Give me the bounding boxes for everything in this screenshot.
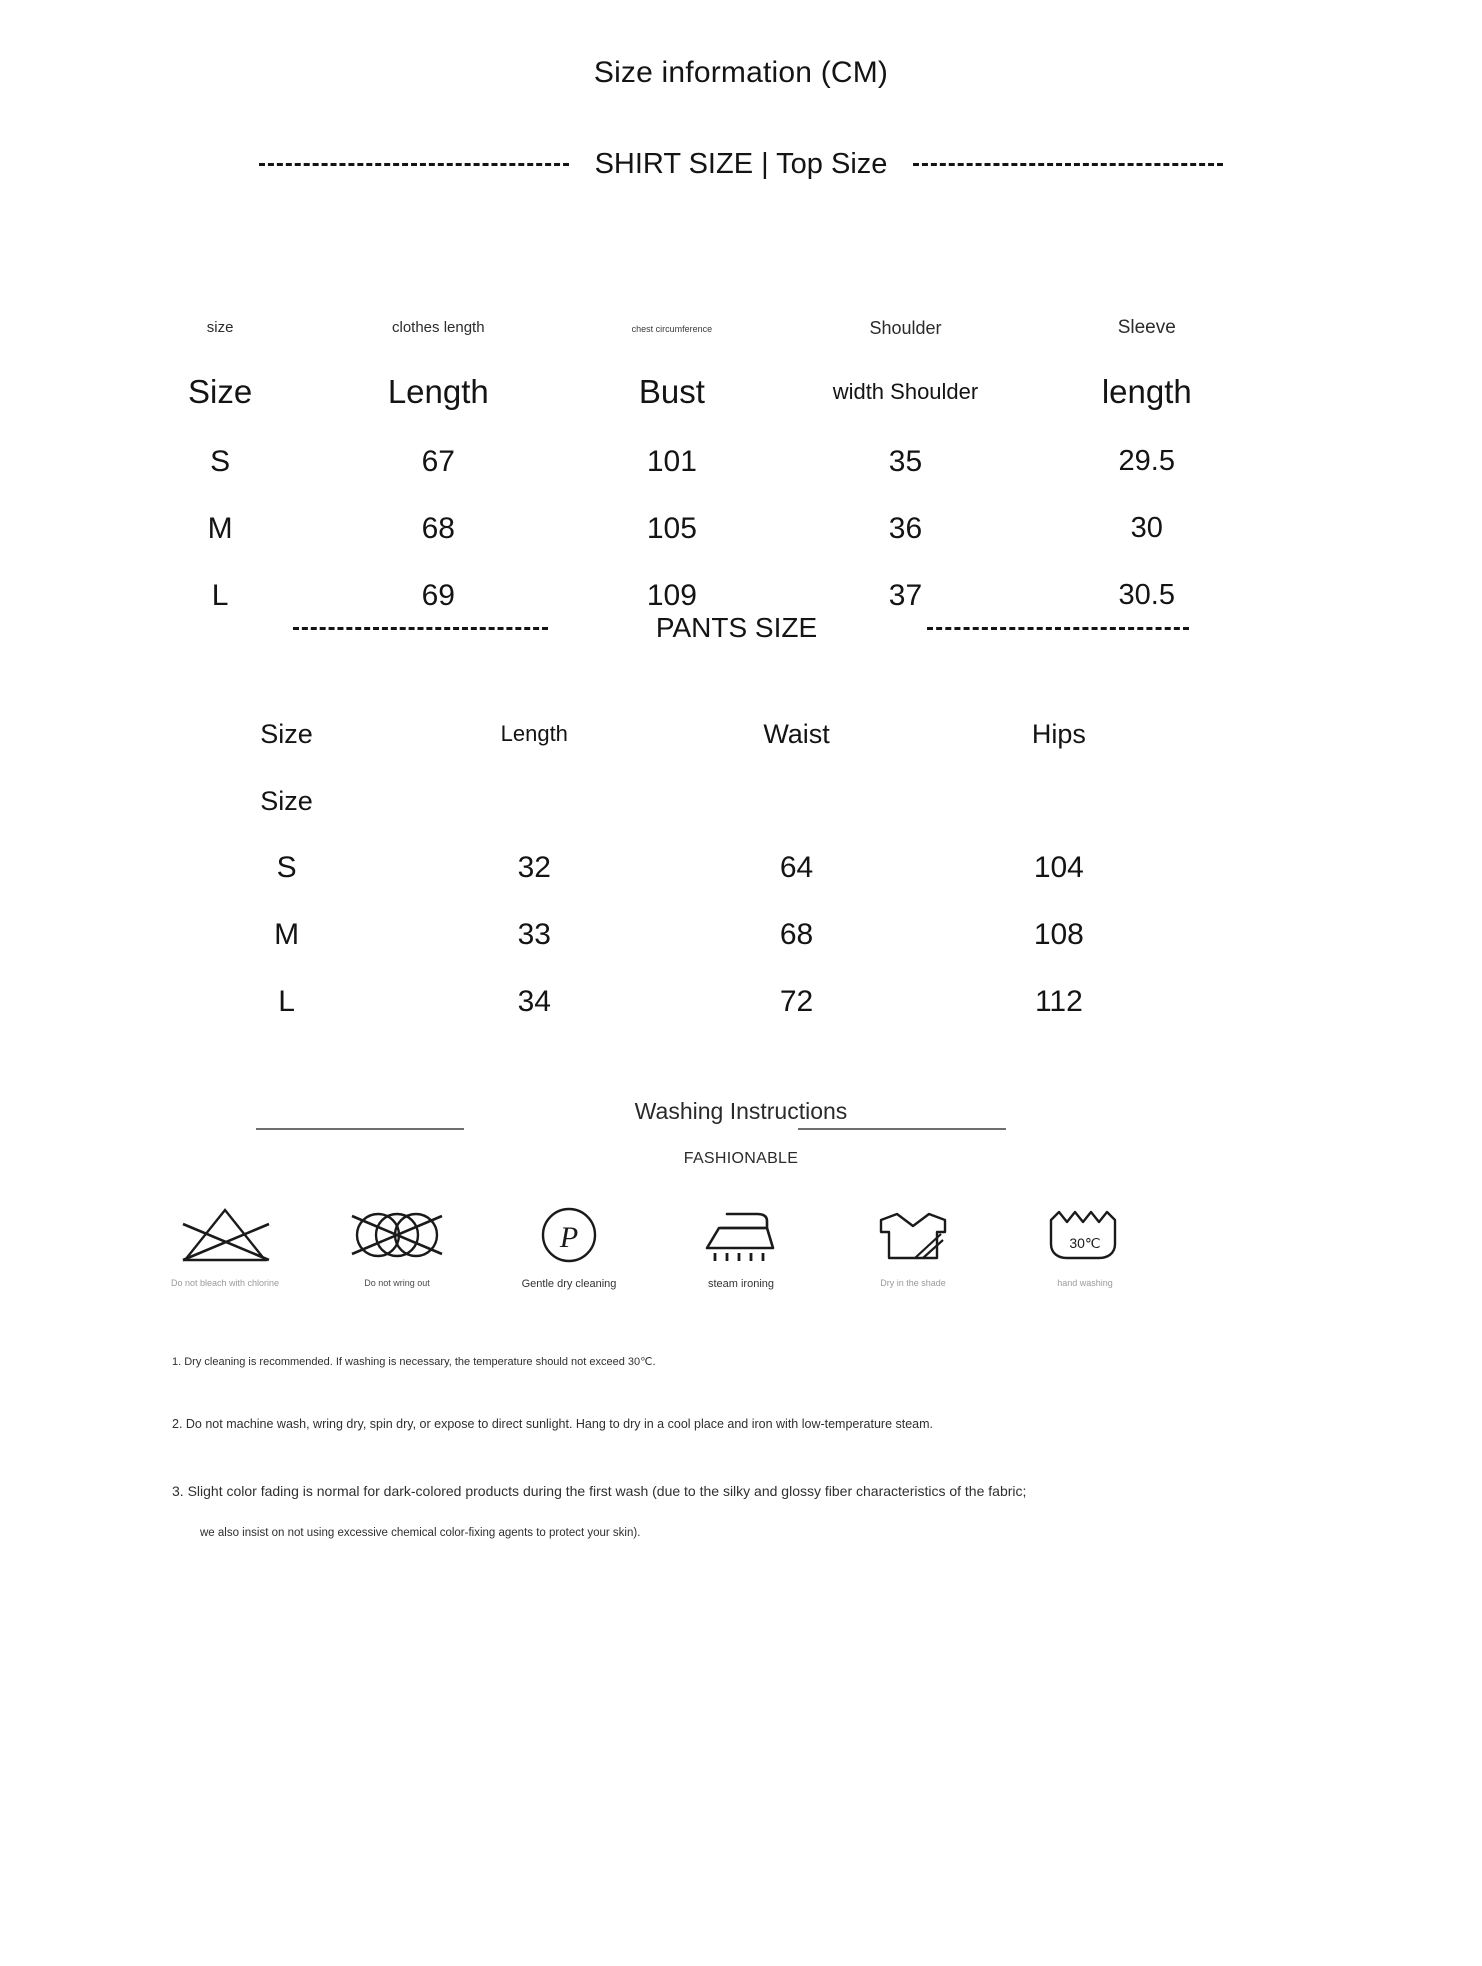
pants-section-divider: [0, 612, 1482, 644]
shirt-subheader-sleeve: Sleeve: [1117, 317, 1176, 338]
divider-dash-right: [927, 627, 1189, 630]
footnote-1: 1. Dry cleaning is recommended. If washing is necessary, the temperature should not exceed 30℃.: [172, 1356, 656, 1368]
pants-cell-waist: 64: [779, 850, 814, 884]
shirt-subheader-chest-circumference: chest circumference: [631, 324, 713, 334]
gentle-dry-cleaning-icon: [538, 1202, 600, 1268]
pants-header-hips: Hips: [1031, 718, 1086, 749]
shirt-subheader-size: size: [206, 319, 234, 336]
table-row: [170, 968, 1190, 1035]
care-caption-do-not-wring: Do not wring out: [364, 1278, 430, 1288]
shirt-section-label: SHIRT SIZE | Top Size: [594, 148, 888, 180]
care-item-hand-washing: [1010, 1202, 1160, 1288]
care-item-dry-in-shade: [838, 1202, 988, 1288]
pants-header-size: Size: [260, 718, 313, 749]
shirt-header-length: Length: [387, 373, 489, 410]
shirt-header-row: [120, 356, 1270, 428]
wash-rule-right: [798, 1128, 1006, 1130]
pants-header-length: Length: [500, 721, 568, 746]
shirt-section-divider: [0, 148, 1482, 181]
shirt-cell-shoulder: 36: [888, 511, 923, 545]
care-item-do-not-wring: [322, 1202, 472, 1288]
pants-section-label: PANTS SIZE: [655, 612, 818, 643]
pants-cell-waist: 72: [779, 984, 814, 1018]
pants-cell-length: 33: [517, 917, 551, 951]
care-item-do-not-bleach: [150, 1202, 300, 1288]
shirt-cell-shoulder: 35: [888, 444, 923, 478]
divider-dash-right: [913, 163, 1223, 166]
pants-cell-size: L: [278, 984, 295, 1018]
pants-cell-hips: 104: [1033, 850, 1084, 884]
shirt-cell-size: M: [207, 511, 233, 545]
shirt-cell-sleeve: 29.5: [1118, 445, 1175, 477]
page-title: Size information (CM): [593, 56, 889, 89]
shirt-cell-length: 68: [421, 511, 455, 545]
table-row: [170, 901, 1190, 968]
table-row: [120, 495, 1270, 562]
pants-cell-length: 32: [517, 850, 551, 884]
pants-cell-hips: 112: [1034, 984, 1083, 1018]
care-caption-do-not-bleach: Do not bleach with chlorine: [170, 1278, 280, 1288]
shirt-cell-bust: 101: [646, 444, 697, 478]
steam-ironing-icon: [693, 1202, 789, 1268]
pants-subheader-size: Size: [260, 785, 313, 816]
pants-cell-hips: 108: [1033, 917, 1084, 951]
shirt-cell-length: 67: [421, 444, 455, 478]
pants-cell-length: 34: [517, 984, 551, 1018]
pants-header-row: [170, 700, 1190, 768]
shirt-cell-bust: 109: [646, 578, 697, 612]
divider-dash-left: [293, 627, 548, 630]
care-caption-gentle-dry-cleaning: Gentle dry cleaning: [521, 1278, 617, 1290]
footnote-3: 3. Slight color fading is normal for dark-colored products during the first wash (due to the silky and glossy fiber characteristics of the fabric;: [172, 1483, 1027, 1499]
care-symbols-row: [150, 1202, 1160, 1290]
shirt-subheader-shoulder: Shoulder: [869, 317, 942, 338]
footnote-3-continued: we also insist on not using excessive chemical color-fixing agents to protect your skin).: [200, 1527, 641, 1539]
shirt-cell-size: S: [210, 444, 231, 478]
wash-rule-left: [256, 1128, 464, 1130]
shirt-cell-shoulder: 37: [888, 578, 923, 612]
hand-washing-icon: [1035, 1202, 1135, 1268]
shirt-cell-bust: 105: [646, 511, 697, 545]
pants-cell-size: S: [276, 850, 297, 884]
shirt-cell-length: 69: [421, 578, 455, 612]
shirt-size-table: [120, 300, 1270, 629]
shirt-subheader-clothes-length: clothes length: [392, 319, 485, 336]
pants-header-waist: Waist: [763, 718, 830, 749]
pants-subheader-row: [170, 768, 1190, 834]
dry-in-the-shade-icon: [863, 1202, 963, 1268]
shirt-header-bust: Bust: [638, 373, 705, 410]
shirt-cell-sleeve: 30: [1130, 512, 1163, 544]
hand-washing-temperature: 30℃: [1069, 1235, 1101, 1251]
table-row: [170, 834, 1190, 901]
table-row: [120, 428, 1270, 495]
divider-dash-left: [259, 163, 569, 166]
do-not-wring-icon: [342, 1202, 452, 1268]
washing-instructions-block: [0, 1088, 1482, 1168]
svg-text:P: P: [559, 1221, 579, 1254]
care-caption-steam-ironing: steam ironing: [707, 1278, 775, 1290]
footnote-2: 2. Do not machine wash, wring dry, spin dry, or expose to direct sunlight. Hang to dry in a cool place and iron with low-temperature steam.: [172, 1417, 934, 1431]
pants-cell-waist: 68: [779, 917, 814, 951]
pants-cell-size: M: [274, 917, 300, 951]
shirt-header-size: Size: [188, 373, 253, 410]
care-caption-hand-washing: hand washing: [1057, 1278, 1113, 1288]
care-item-steam-ironing: [666, 1202, 816, 1290]
shirt-header-width-shoulder: width Shoulder: [832, 379, 979, 404]
washing-instructions-title: Washing Instructions: [634, 1097, 848, 1124]
shirt-subheader-row: [120, 300, 1270, 356]
pants-size-table: [170, 700, 1190, 1035]
care-caption-dry-in-shade: Dry in the shade: [880, 1278, 946, 1288]
care-item-gentle-dry-cleaning: [494, 1202, 644, 1290]
do-not-bleach-icon: [173, 1202, 277, 1268]
shirt-cell-sleeve: 30.5: [1118, 579, 1175, 611]
shirt-cell-size: L: [211, 578, 229, 612]
shirt-header-sleeve-length: length: [1101, 373, 1192, 410]
washing-instructions-subtitle: FASHIONABLE: [683, 1150, 799, 1167]
